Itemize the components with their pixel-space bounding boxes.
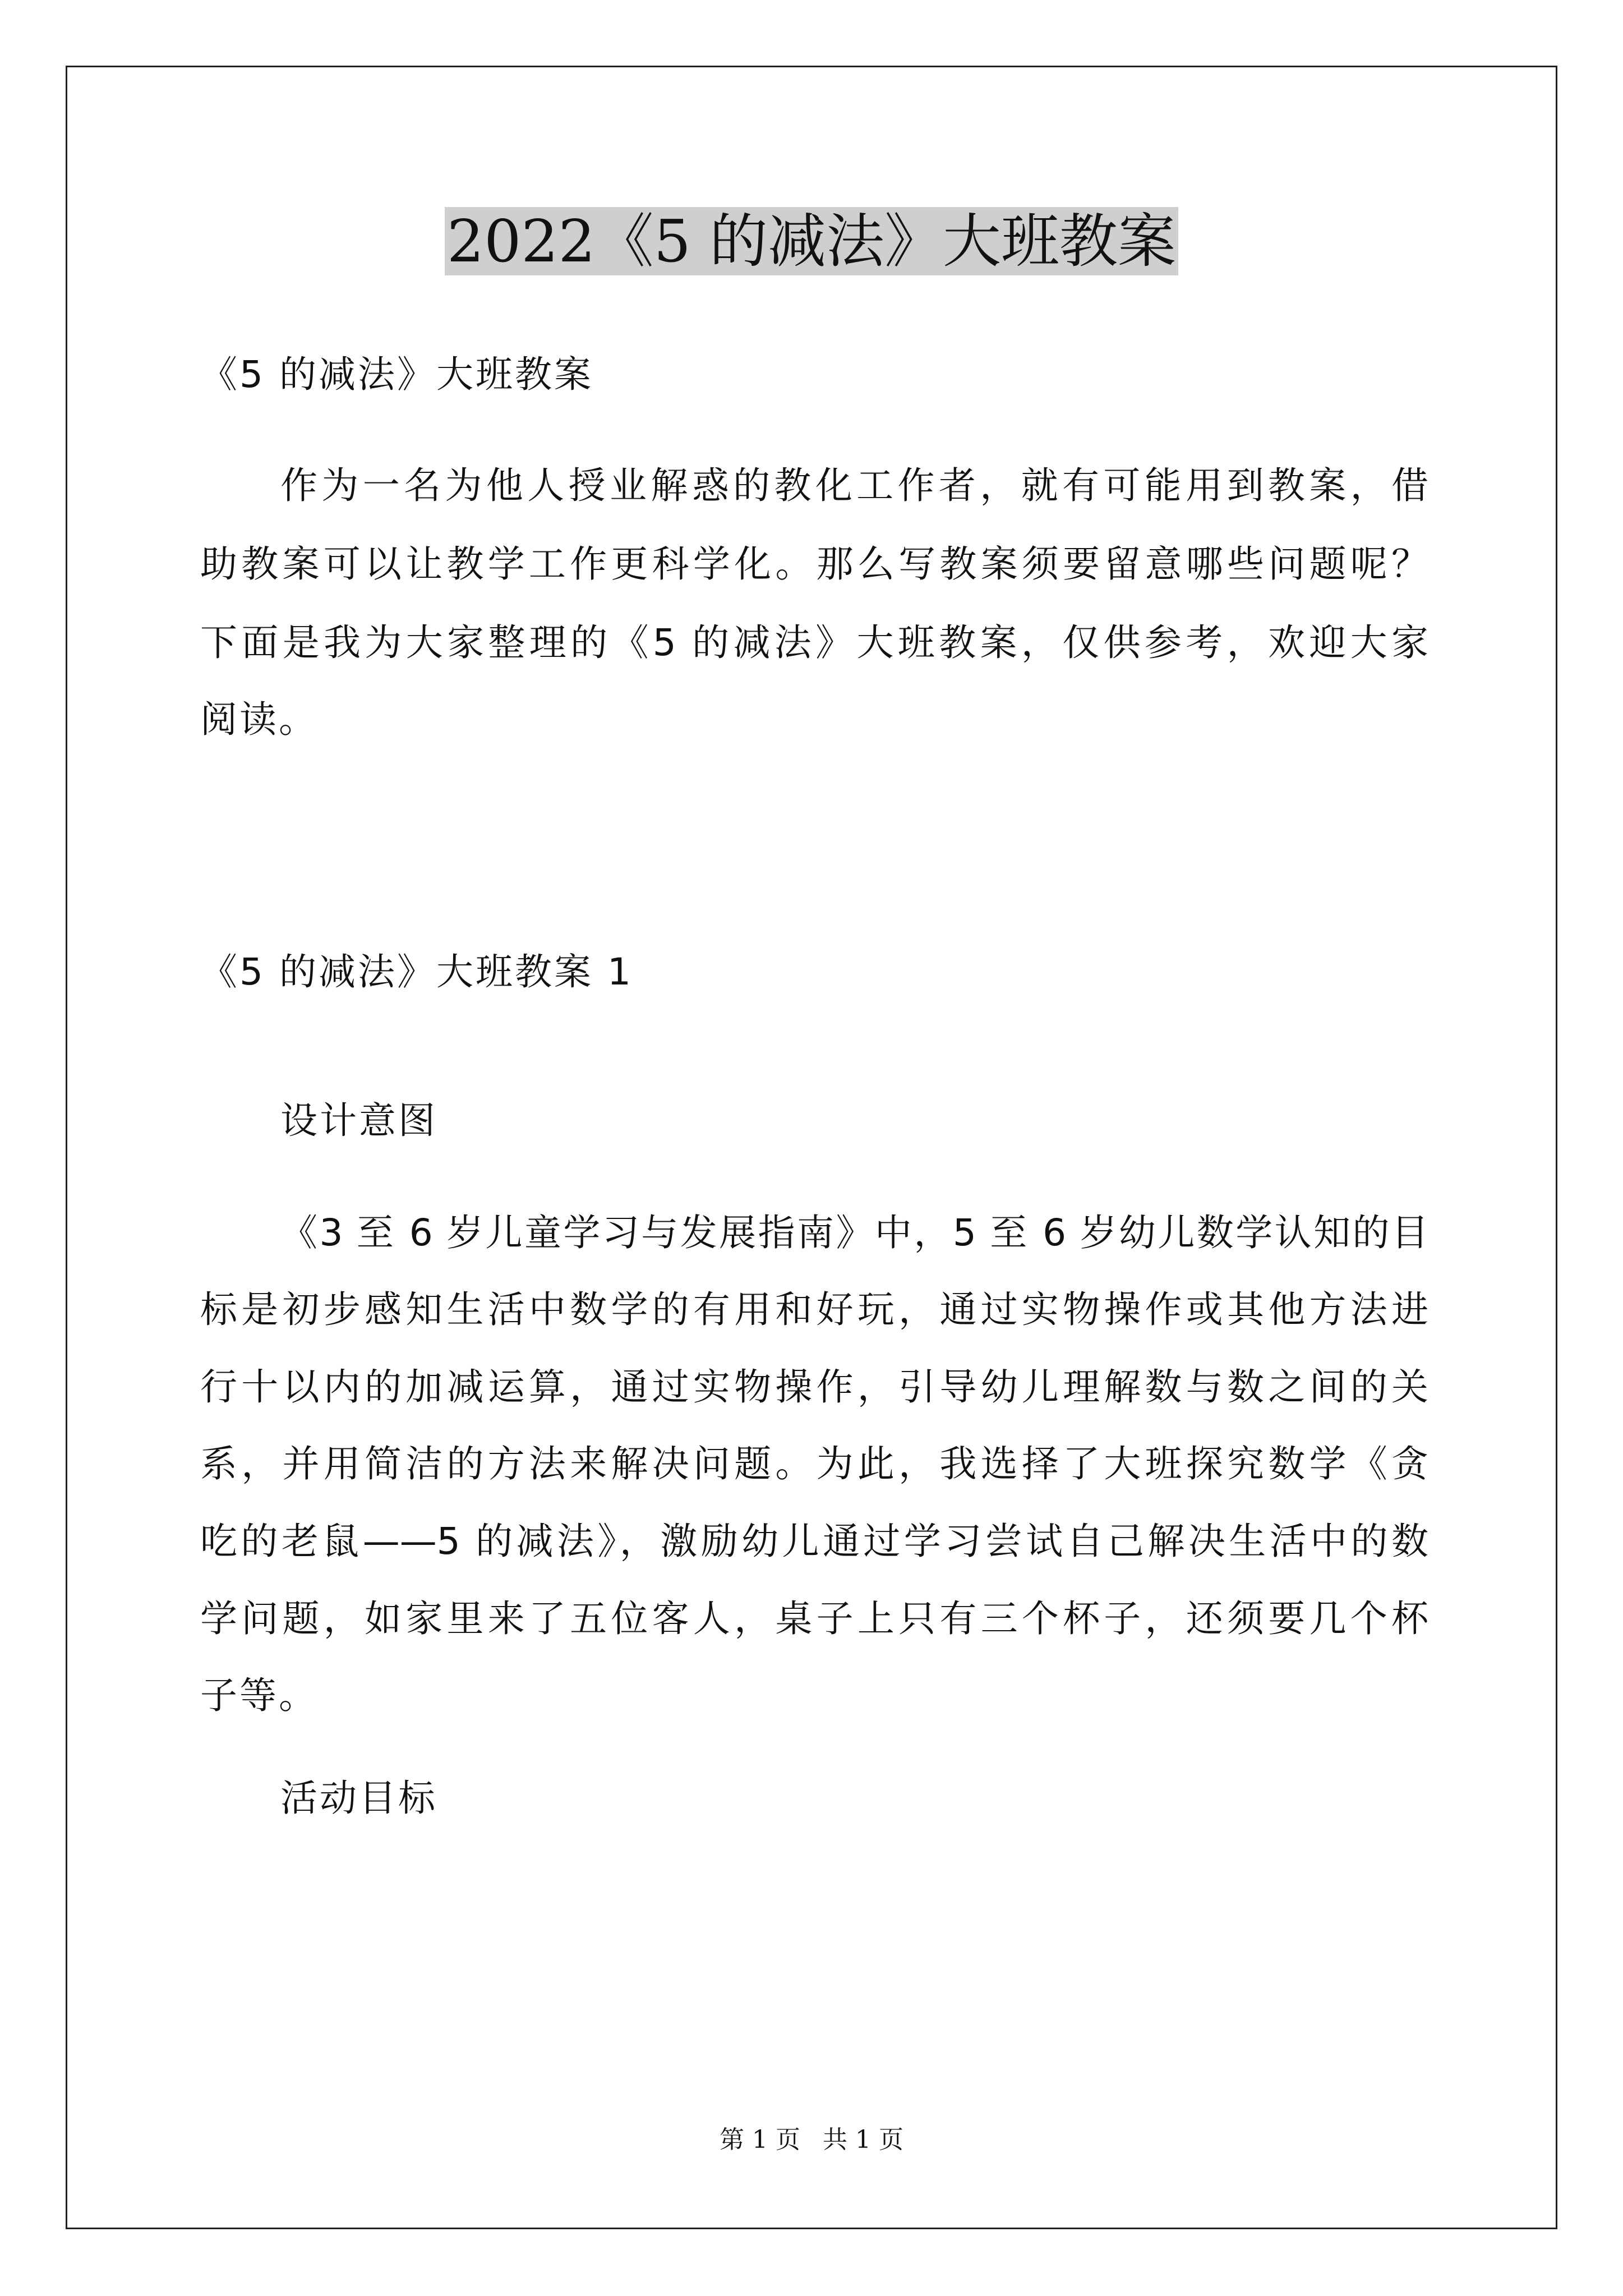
design-body-line: 学问题，如家里来了五位客人，桌子上只有三个杯子，还须要几个杯: [200, 1597, 1428, 1640]
design-body-line: 吃的老鼠——5 的减法》，激励幼儿通过学习尝试自己解决生活中的数: [200, 1520, 1428, 1563]
intro-line: 助教案可以让教学工作更科学化。那么写教案须要留意哪些问题呢？: [200, 542, 1428, 586]
intro-line: 下面是我为大家整理的《5 的减法》大班教案，仅供参考，欢迎大家: [200, 621, 1428, 664]
design-body-line: 行十以内的加减运算，通过实物操作，引导幼儿理解数与数之间的关: [200, 1365, 1428, 1409]
section-title: 《5 的减法》大班教案 1: [200, 950, 633, 993]
design-body-line: 《3 至 6 岁儿童学习与发展指南》中，5 至 6 岁幼儿数学认知的目: [280, 1211, 1428, 1254]
design-body-line: 子等。: [200, 1674, 318, 1717]
design-body-line: 标是初步感知生活中数学的有用和好玩，通过实物操作或其他方法进: [200, 1288, 1428, 1331]
document-title-text: 2022《5 的减法》大班教案: [445, 207, 1178, 275]
design-heading: 设计意图: [280, 1099, 437, 1142]
intro-line: 阅读。: [200, 698, 318, 741]
document-subtitle: 《5 的减法》大班教案: [200, 353, 593, 396]
design-body-line: 系，并用简洁的方法来解决问题。为此，我选择了大班探究数学《贪: [200, 1442, 1428, 1485]
page-number-current: 第 1 页: [720, 2125, 800, 2154]
page-footer: [0, 2123, 1623, 2157]
intro-line: 作为一名为他人授业解惑的教化工作者，就有可能用到教案，借: [280, 464, 1428, 507]
goal-heading: 活动目标: [280, 1777, 437, 1820]
document-title: [0, 199, 1623, 283]
page-number-total: 共 1 页: [823, 2125, 903, 2154]
